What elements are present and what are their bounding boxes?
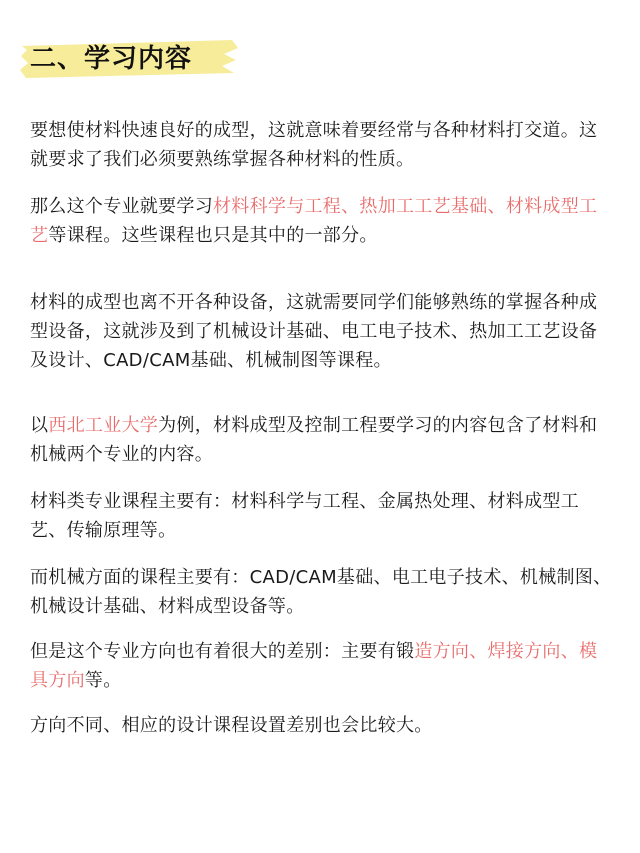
paragraph-equipment-courses: 材料的成型也离不开各种设备，这就需要同学们能够熟练的掌握各种成型设备，这就涉及到了机械设计基础、电工电子技术、热加工工艺设备及设计、CAD/CAM基础、机械制图等课程。 bbox=[30, 292, 598, 371]
paragraph-material-courses: 材料类专业课程主要有：材料科学与工程、金属热处理、材料成型工艺、传输原理等。 bbox=[30, 491, 579, 541]
text-segment: 为例，材料成型及控制工程要学习的内容包含了材料和机械两个专业的内容。 bbox=[30, 415, 598, 465]
text-segment: 以 bbox=[30, 415, 49, 436]
highlighted-directions: 造方向、焊接方向、模具方向 bbox=[30, 641, 598, 691]
paragraph-core-courses bbox=[30, 192, 614, 250]
paragraph-conclusion: 方向不同、相应的设计课程设置差别也会比较大。 bbox=[30, 715, 433, 736]
text-segment: 那么这个专业就要学习 bbox=[30, 196, 213, 217]
paragraph-mechanical-courses: 而机械方面的课程主要有：CAD/CAM基础、电工电子技术、机械制图、机械设计基础、材料成型设备等。 bbox=[30, 567, 612, 617]
text-segment: 等课程。这些课程也只是其中的一部分。 bbox=[48, 225, 378, 246]
paragraph-directions bbox=[30, 637, 614, 695]
paragraph-material-properties: 要想使材料快速良好的成型，这就意味着要经常与各种材料打交道。这就要求了我们必须要熟练掌握各种材料的性质。 bbox=[30, 120, 598, 170]
text-segment: 但是这个专业方向也有着很大的差别：主要有锻 bbox=[30, 641, 415, 662]
section-heading bbox=[18, 36, 240, 82]
highlighted-courses: 材料科学与工程、热加工工艺基础、材料成型工艺 bbox=[30, 196, 598, 246]
text-segment: 等。 bbox=[84, 670, 122, 691]
highlighted-university: 西北工业大学 bbox=[48, 415, 159, 436]
paragraph-university-example bbox=[30, 411, 614, 469]
heading-text: 二、学习内容 bbox=[30, 44, 193, 74]
